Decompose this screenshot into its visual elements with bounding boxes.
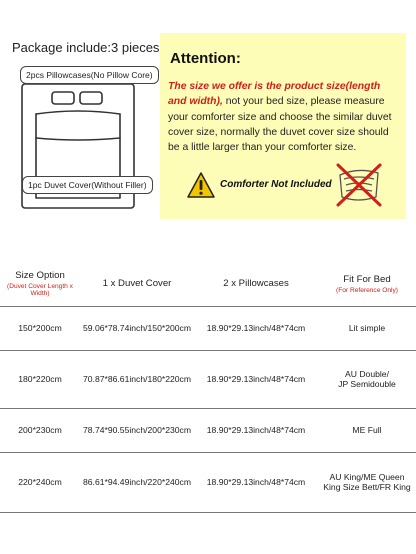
attention-body: not your bed size, please measure your comforter size and choose the similar duvet cover size, normally the duvet cover size should be a little larger than your comforter size. bbox=[168, 96, 392, 154]
duvet-label: 1pc Duvet Cover(Without Filler) bbox=[22, 176, 153, 194]
table-header-row bbox=[0, 262, 416, 306]
cell-size: 150*200cm bbox=[0, 306, 80, 350]
cell-duvet: 70.87*86.61inch/180*220cm bbox=[80, 350, 194, 408]
header-duvet-cover: 1 x Duvet Cover bbox=[102, 278, 172, 290]
cell-fit: AU King/ME Queen King Size Bett/FR King bbox=[318, 452, 416, 512]
header-size-option: Size Option (Duvet Cover Length x Width) bbox=[7, 270, 73, 298]
attention-highlight: The size we offer is the product size(length and width), bbox=[168, 81, 381, 108]
cell-pillow: 18.90*29.13inch/48*74cm bbox=[194, 408, 318, 452]
header-fit-for-bed: Fit For Bed (For Reference Only) bbox=[336, 273, 398, 294]
comforter-not-included-note: Comforter Not Included bbox=[220, 179, 332, 190]
cell-duvet: 78.74*90.55inch/200*230cm bbox=[80, 408, 194, 452]
cell-size: 180*220cm bbox=[0, 350, 80, 408]
no-comforter-icon bbox=[330, 159, 388, 211]
pillowcase-label: 2pcs Pillowcases(No Pillow Core) bbox=[20, 66, 159, 84]
attention-title: Attention: bbox=[170, 50, 241, 67]
cell-pillow: 18.90*29.13inch/48*74cm bbox=[194, 452, 318, 512]
cell-pillow: 18.90*29.13inch/48*74cm bbox=[194, 350, 318, 408]
table-row bbox=[0, 408, 416, 452]
table-row bbox=[0, 452, 416, 512]
cell-fit: AU Double/ JP Semidouble bbox=[318, 350, 416, 408]
cell-fit: Lit simple bbox=[318, 306, 416, 350]
package-title: Package include:3 pieces bbox=[12, 40, 160, 55]
attention-box bbox=[160, 33, 406, 219]
warning-triangle-icon bbox=[186, 171, 216, 199]
header-pillowcases: 2 x Pillowcases bbox=[223, 278, 289, 290]
cell-fit: ME Full bbox=[318, 408, 416, 452]
cell-duvet: 86.61*94.49inch/220*240cm bbox=[80, 452, 194, 512]
cell-pillow: 18.90*29.13inch/48*74cm bbox=[194, 306, 318, 350]
cell-duvet: 59.06*78.74inch/150*200cm bbox=[80, 306, 194, 350]
table-row bbox=[0, 306, 416, 350]
size-table bbox=[0, 262, 416, 513]
table-row bbox=[0, 350, 416, 408]
cell-size: 220*240cm bbox=[0, 452, 80, 512]
cell-size: 200*230cm bbox=[0, 408, 80, 452]
attention-text bbox=[168, 79, 400, 155]
